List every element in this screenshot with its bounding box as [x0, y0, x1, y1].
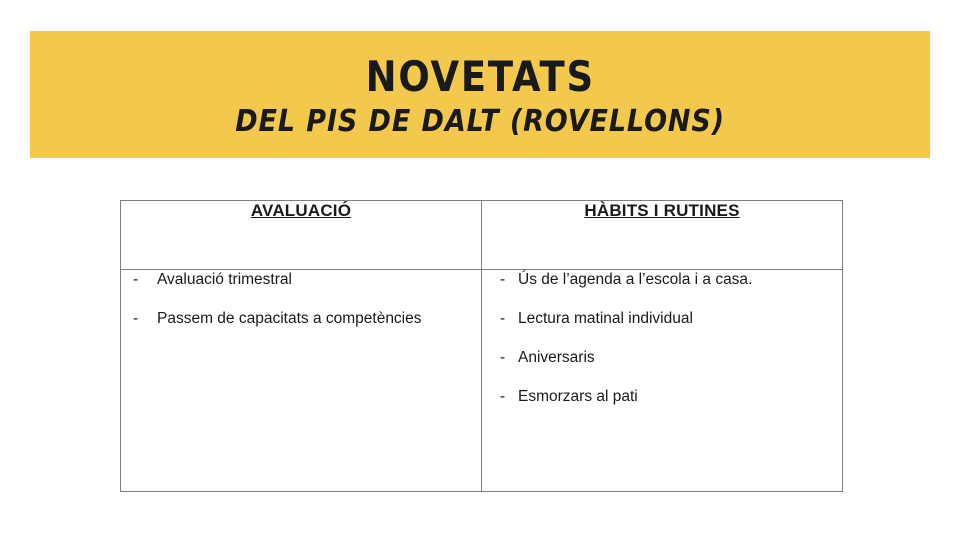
list-item-label: Esmorzars al pati [518, 387, 638, 405]
list-item-label: Aniversaris [518, 348, 595, 366]
bullet-dash-icon: - [500, 271, 506, 288]
list-item-label: Avaluació trimestral [157, 271, 292, 288]
table-header-cell-avaluacio [121, 201, 482, 270]
list-item [121, 309, 481, 330]
list-item [482, 270, 842, 291]
bullet-list-habits [482, 270, 842, 408]
table-header-row [121, 201, 843, 270]
list-item-label: Lectura matinal individual [518, 309, 693, 327]
table-cell-habits [482, 270, 843, 492]
table-row [121, 270, 843, 492]
page-subtitle: DEL PIS DE DALT (ROVELLONS) [235, 104, 725, 140]
bullet-dash-icon: - [500, 387, 506, 405]
title-banner [30, 31, 930, 158]
list-item [482, 309, 842, 330]
list-item [482, 387, 842, 408]
bullet-dash-icon: - [133, 271, 139, 288]
table-cell-avaluacio [121, 270, 482, 492]
bullet-dash-icon: - [133, 309, 139, 327]
bullet-dash-icon: - [500, 348, 506, 366]
bullet-dash-icon: - [500, 309, 506, 327]
table-header-cell-habits [482, 201, 843, 270]
column-header-label: AVALUACIÓ [250, 201, 352, 220]
column-header-label: HÀBITS I RUTINES [584, 201, 740, 220]
list-item [482, 348, 842, 369]
list-item-label: Passem de capacitats a competències [157, 309, 422, 327]
list-item [121, 270, 481, 291]
list-item-label: Ús de l’agenda a l’escola i a casa. [518, 271, 753, 288]
content-table [120, 200, 843, 492]
bullet-list-avaluacio [121, 270, 481, 330]
page-title: NOVETATS [365, 51, 595, 101]
